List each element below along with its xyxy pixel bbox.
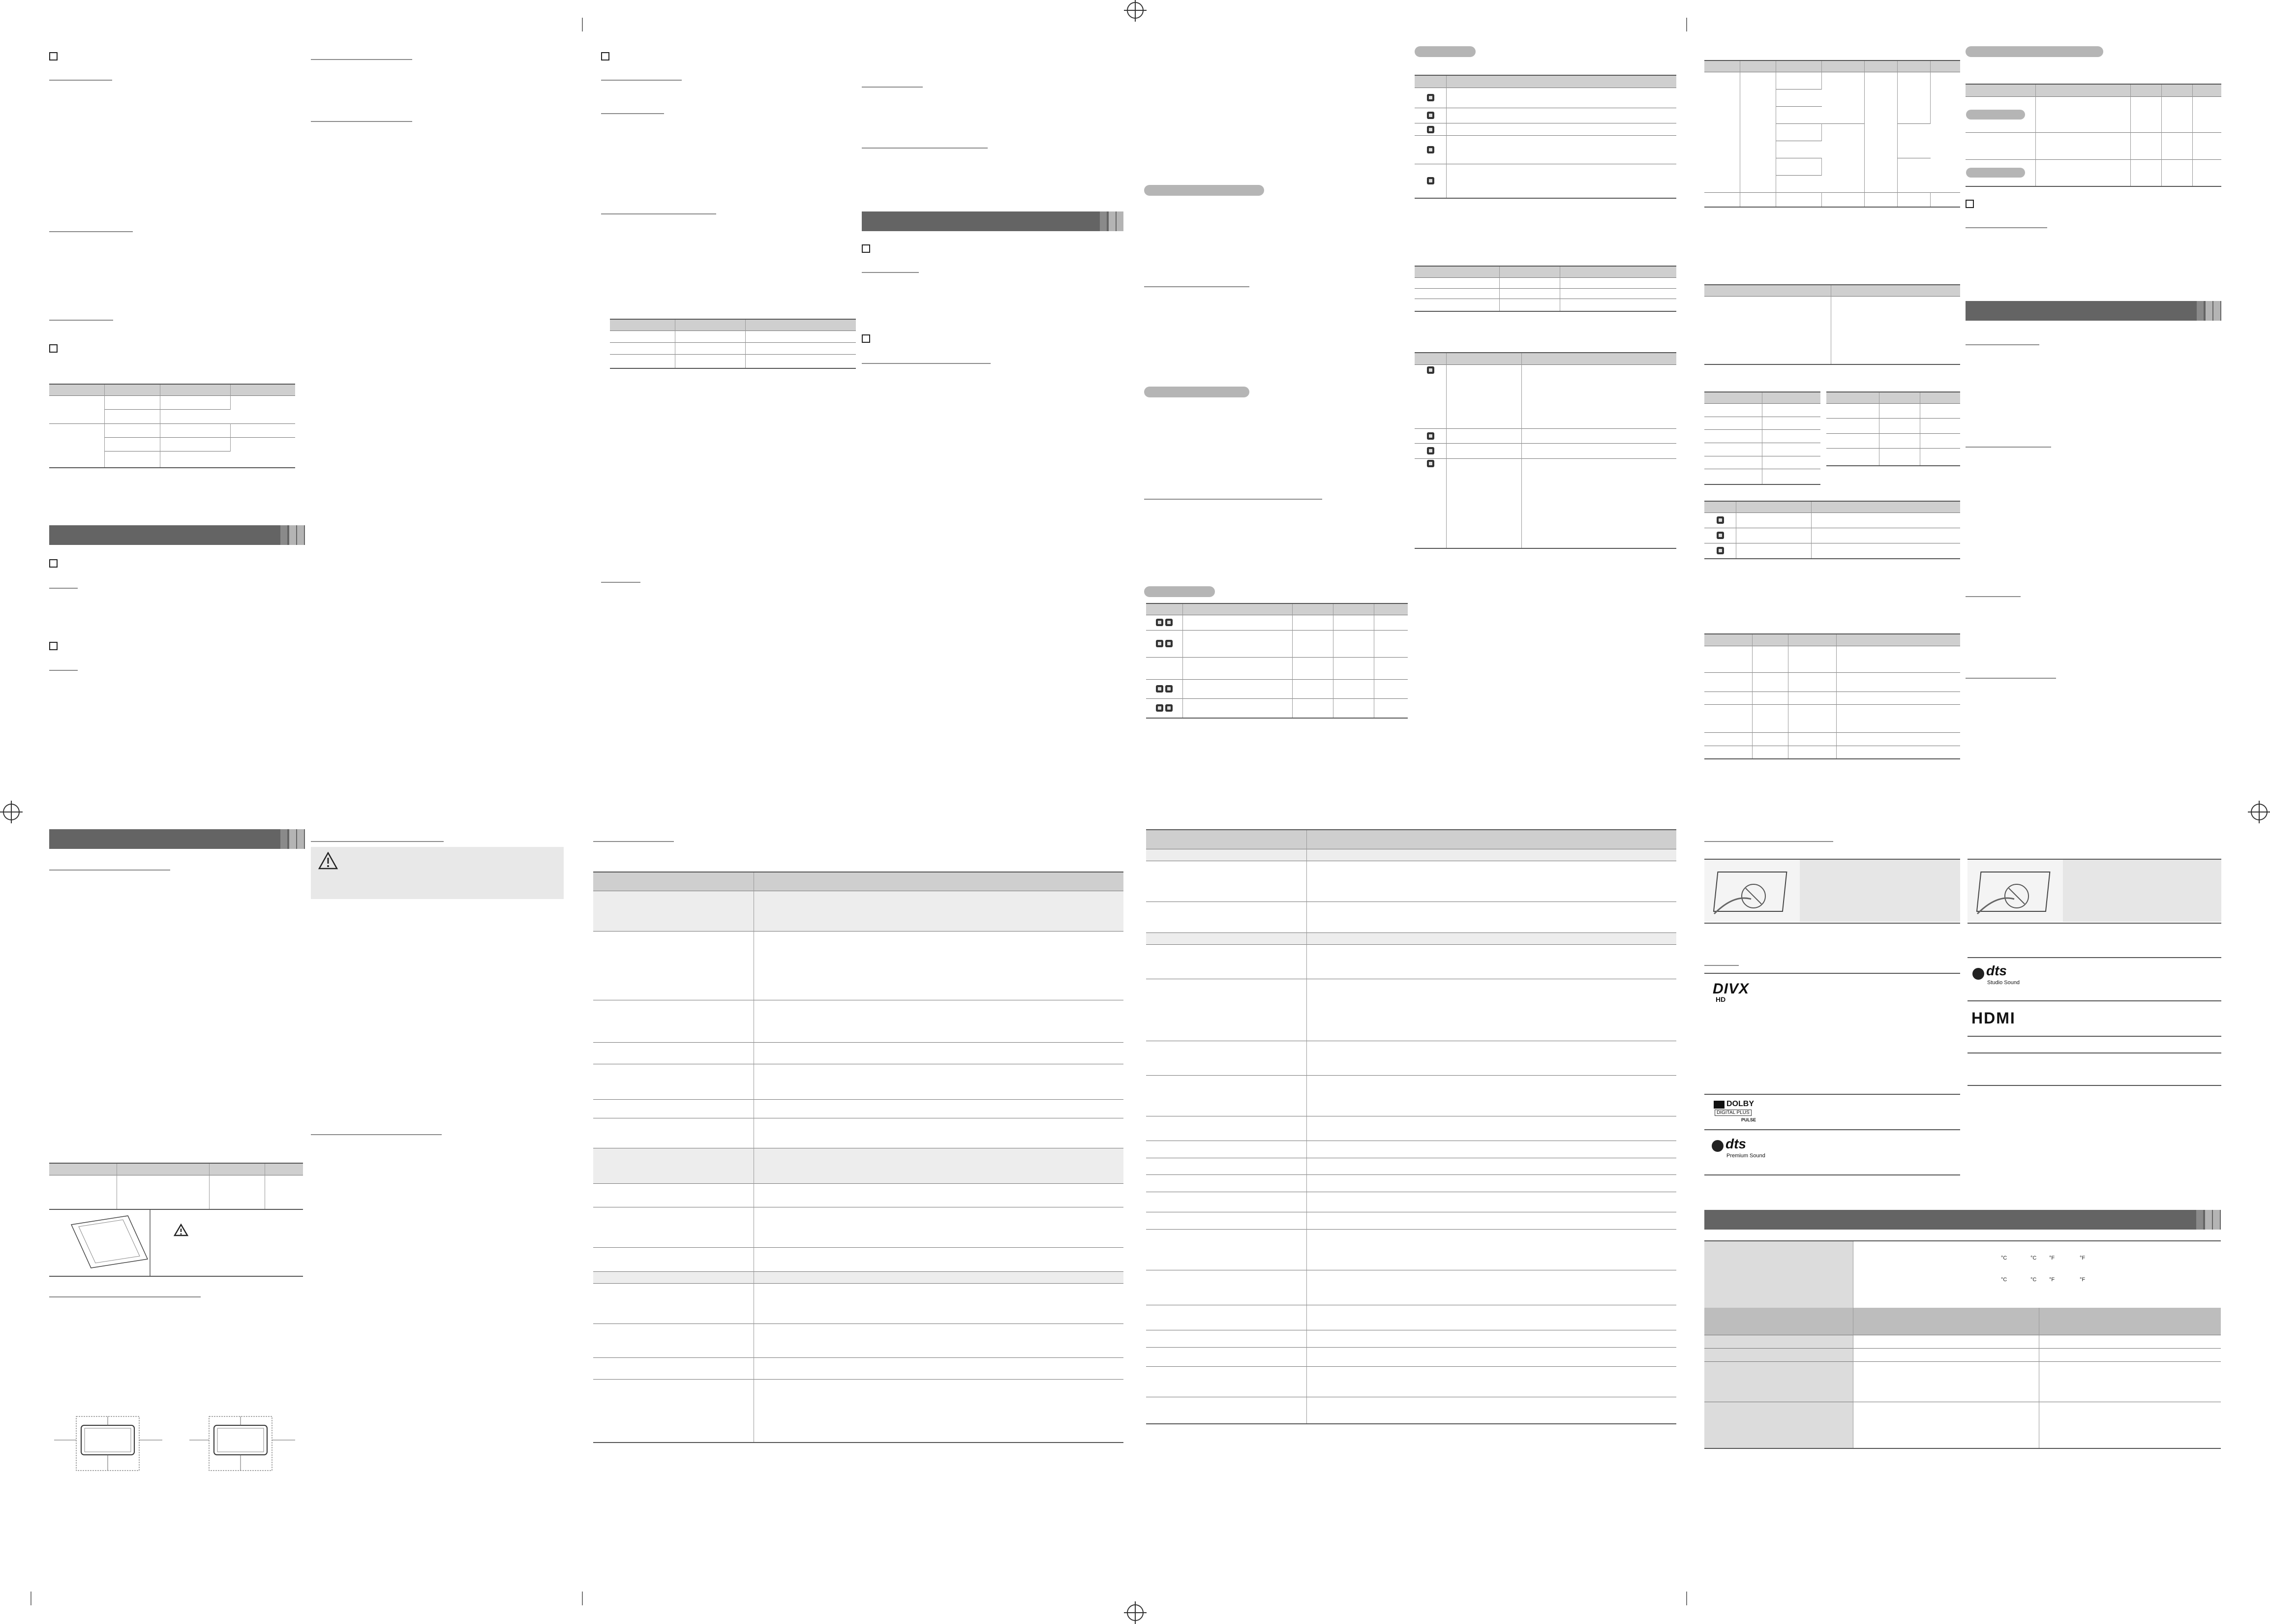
icon-table — [1415, 75, 1676, 199]
dolby-double-d-icon — [1714, 1101, 1725, 1109]
section-checkbox — [862, 334, 870, 343]
license-divider — [1704, 1094, 1960, 1095]
subheading-rule — [862, 87, 923, 88]
dts-studio-logo: dts — [1986, 963, 2007, 978]
dts-disc-icon — [1712, 1140, 1724, 1152]
registration-mark-icon — [1127, 2, 1144, 19]
subheading-rule — [862, 363, 991, 364]
play-button-icon — [1156, 640, 1163, 647]
divx-logo: DIVX — [1713, 981, 1750, 997]
spec-table — [1704, 60, 1960, 208]
spec-table — [1704, 633, 1960, 759]
warning-box — [311, 847, 564, 899]
subheading-rule — [49, 320, 113, 321]
subheading-rule — [1144, 499, 1322, 500]
subheading-rule — [1144, 286, 1249, 287]
pause-button-icon — [1165, 640, 1173, 647]
subheading-rule — [601, 582, 640, 583]
label-pill — [1415, 46, 1476, 57]
cleaning-illustration — [1967, 860, 2063, 922]
dolby-logo-pulse: PULSE — [1741, 1117, 1756, 1122]
temperature-unit: °C — [2001, 1277, 2007, 1283]
icon-table — [1415, 352, 1676, 549]
spec-table — [1966, 84, 2221, 187]
button-table — [1146, 603, 1408, 719]
spec-table — [1704, 391, 1820, 485]
cleaning-caution-panel — [1704, 859, 1960, 924]
subheading-rule — [1966, 227, 2047, 228]
section-checkbox — [862, 244, 870, 253]
registration-mark-icon — [1127, 1604, 1144, 1621]
subheading-rule — [593, 841, 674, 842]
subheading-rule — [1966, 447, 2051, 448]
menu-icon — [1427, 94, 1434, 101]
section-header-bar — [1704, 1210, 2221, 1230]
dolby-logo: DOLBY — [1726, 1100, 1754, 1108]
ventilation-clearance-diagram-stand — [187, 1412, 305, 1475]
subheading-rule — [49, 670, 78, 671]
label-pill — [1144, 387, 1249, 397]
list-icon — [1717, 547, 1724, 554]
spec-table — [1415, 266, 1676, 312]
temperature-unit: °F — [2080, 1277, 2086, 1283]
specifications-table — [593, 872, 1123, 1443]
settings-icon — [1427, 460, 1434, 467]
section-checkbox — [49, 642, 58, 650]
spec-table — [1826, 391, 1960, 466]
section-checkbox — [49, 344, 58, 353]
license-divider — [1967, 1000, 2221, 1001]
crop-mark — [582, 1592, 583, 1605]
ventilation-clearance-diagram-wall — [39, 1412, 177, 1475]
environment-specs-table — [1704, 1240, 2221, 1449]
specifications-table — [1146, 829, 1676, 1424]
subheading-rule — [311, 59, 412, 60]
license-divider — [1704, 973, 1960, 974]
section-header-bar — [49, 525, 305, 545]
registration-mark-icon — [2251, 804, 2268, 820]
subheading-rule — [1966, 596, 2021, 597]
subheading-rule — [49, 1296, 201, 1297]
subheading-rule — [1966, 344, 2039, 345]
registration-mark-icon — [3, 804, 20, 820]
section-header-bar — [862, 211, 1123, 231]
label-pill — [1144, 586, 1215, 597]
edit-icon — [1427, 126, 1434, 133]
right-arrow-button-icon — [1165, 619, 1173, 626]
crop-mark — [582, 18, 583, 31]
dts-studio-sub: Studio Sound — [1987, 980, 2020, 986]
cleaning-illustration — [1704, 860, 1800, 922]
stop-button-icon — [1156, 704, 1163, 712]
license-divider — [1704, 1129, 1960, 1130]
left-arrow-button-icon — [1156, 619, 1163, 626]
temperature-unit: °C — [2030, 1255, 2037, 1261]
dolby-logo-sub: DIGITAL PLUS — [1715, 1110, 1752, 1116]
subheading-rule — [1966, 678, 2056, 679]
close-icon — [1717, 532, 1724, 539]
subheading-rule — [311, 121, 412, 122]
search-icon — [1427, 112, 1434, 119]
spec-table — [610, 319, 856, 369]
subheading-rule — [862, 148, 988, 149]
crop-mark — [1686, 1592, 1687, 1605]
divx-logo-sub: HD — [1716, 995, 1726, 1003]
record-button-icon — [1165, 704, 1173, 712]
subheading-rule — [49, 80, 112, 81]
temperature-unit: °C — [2030, 1277, 2037, 1283]
cleaning-caution-panel — [1967, 859, 2221, 924]
temperature-unit: °F — [2049, 1255, 2055, 1261]
subheading-rule — [862, 272, 919, 273]
subheading-rule — [1704, 841, 1833, 842]
temperature-unit: °C — [2001, 1255, 2007, 1261]
license-divider — [1967, 1085, 2221, 1086]
spec-table — [49, 384, 295, 468]
subheading-rule — [1704, 965, 1739, 966]
license-divider — [1967, 1036, 2221, 1037]
source-icon — [1427, 432, 1434, 440]
section-header-bar — [49, 829, 305, 849]
fast-forward-button-icon — [1165, 685, 1173, 692]
section-header-bar — [1966, 301, 2221, 321]
icon-table — [1704, 501, 1960, 559]
menu-icon — [1427, 447, 1434, 454]
section-checkbox — [1966, 200, 1974, 208]
caution-text-box — [1800, 860, 1960, 922]
spec-table — [1704, 284, 1960, 365]
temperature-unit: °F — [2080, 1255, 2086, 1261]
subheading-rule — [601, 213, 716, 214]
subheading-rule — [601, 80, 682, 81]
caution-text-box — [2063, 860, 2221, 922]
search-icon — [1427, 366, 1434, 374]
dts-premium-logo: dts — [1725, 1136, 1746, 1151]
temperature-unit: °F — [2049, 1277, 2055, 1283]
label-pill — [1966, 110, 2025, 120]
subheading-rule — [49, 231, 133, 232]
subheading-rule — [601, 113, 664, 114]
spec-table — [49, 1163, 303, 1210]
hdmi-logo: HDMI — [1971, 1009, 2016, 1027]
rewind-button-icon — [1156, 685, 1163, 692]
label-pill — [1966, 168, 2025, 178]
subheading-rule — [49, 870, 170, 871]
play-icon — [1717, 516, 1724, 524]
subheading-rule — [311, 841, 444, 842]
license-divider — [1704, 1174, 1960, 1175]
warning-triangle-icon — [318, 852, 338, 870]
subheading-rule — [49, 588, 78, 589]
crop-mark — [1686, 18, 1687, 31]
label-pill — [1966, 46, 2103, 57]
dts-disc-icon — [1972, 968, 1984, 980]
dts-premium-sub: Premium Sound — [1726, 1153, 1765, 1159]
section-checkbox — [49, 559, 58, 568]
section-checkbox — [49, 52, 58, 60]
subheading-rule — [311, 1134, 442, 1135]
label-pill — [1144, 185, 1264, 196]
info-icon — [1427, 177, 1434, 184]
license-divider — [1967, 957, 2221, 958]
crop-mark — [30, 1592, 31, 1605]
settings-icon — [1427, 146, 1434, 153]
section-checkbox — [601, 52, 609, 60]
wall-mount-illustration — [49, 1210, 303, 1277]
